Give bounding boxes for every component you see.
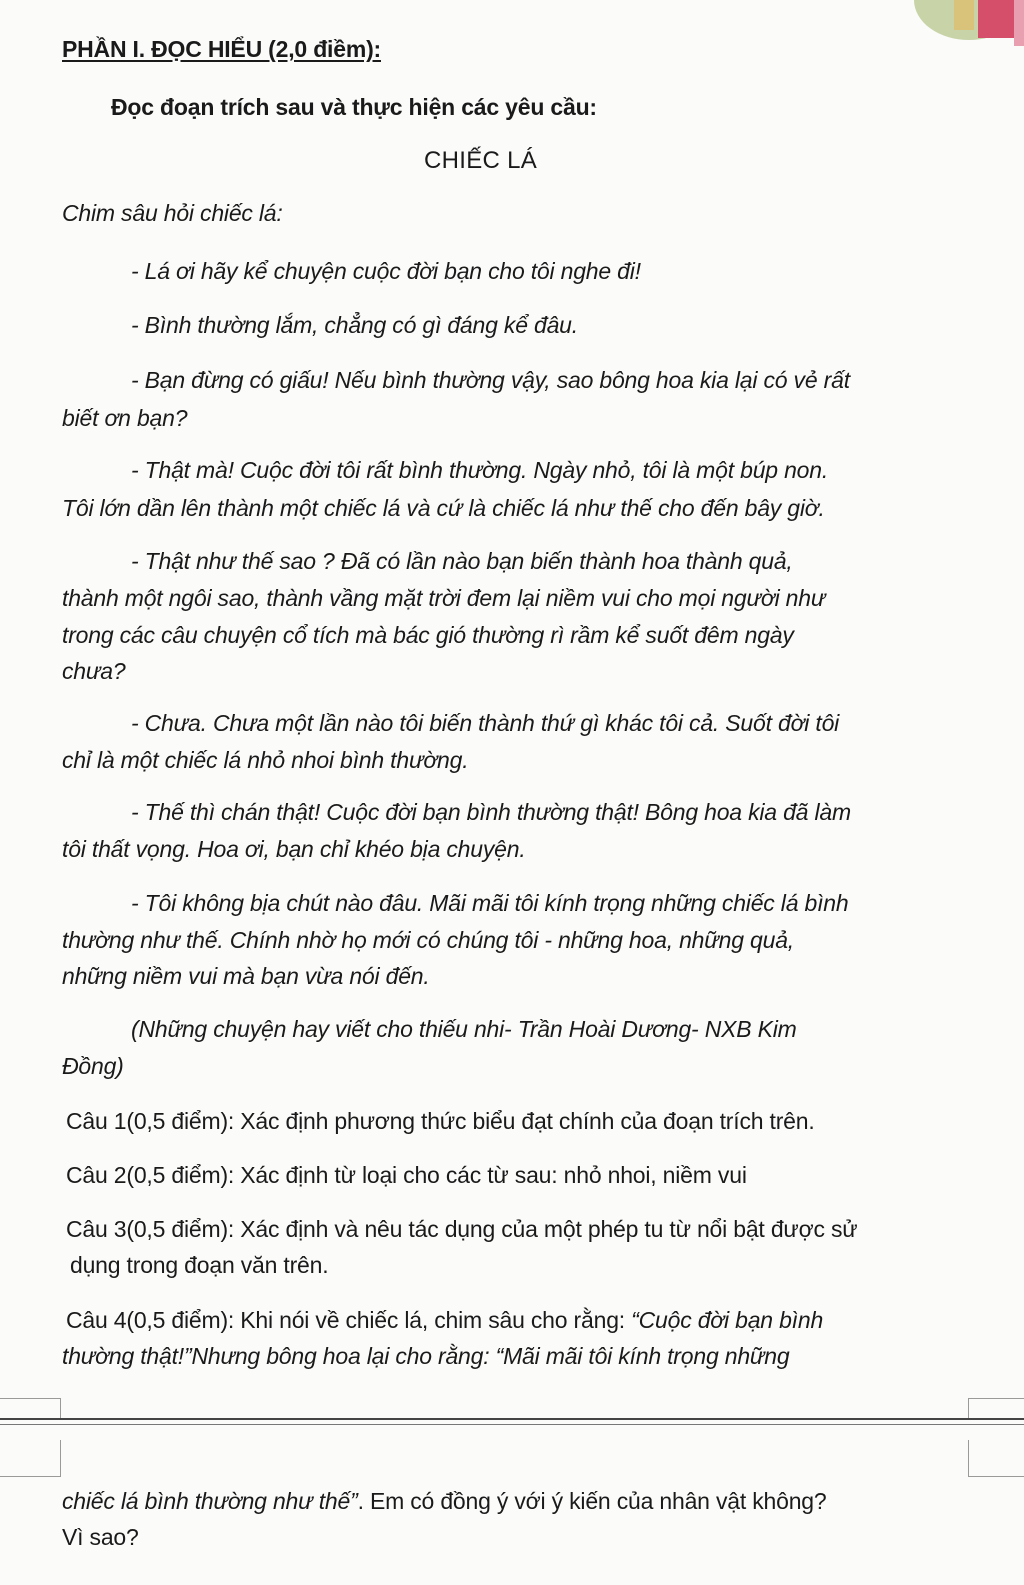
question-4-cont: thường thật!”Nhưng bông hoa lại cho rằng: “Mãi mãi tôi kính trọng những (62, 1343, 790, 1369)
question-1: Câu 1(0,5 điểm): Xác định phương thức biểu đạt chính của đoạn trích trên. (66, 1108, 815, 1134)
passage-line: thường như thế. Chính nhờ họ mới có chúng tôi - những hoa, những quả, (62, 927, 794, 953)
passage-intro: Chim sâu hỏi chiếc lá: (62, 200, 283, 226)
page-frame-mark (0, 1440, 61, 1477)
question-4-cont: chiếc lá bình thường như thế”. Em có đồng ý với ý kiến của nhân vật không? (62, 1488, 827, 1514)
question-4-cont: Vì sao? (62, 1524, 139, 1550)
passage-source: (Những chuyện hay viết cho thiếu nhi- Trần Hoài Dương- NXB Kim (131, 1016, 797, 1042)
passage-line: biết ơn bạn? (62, 405, 188, 431)
passage-line: - Lá ơi hãy kể chuyện cuộc đời bạn cho tôi nghe đi! (131, 258, 641, 284)
passage-line: thành một ngôi sao, thành vầng mặt trời đem lại niềm vui cho mọi người như (62, 585, 826, 611)
question-4: Câu 4(0,5 điểm): Khi nói về chiếc lá, chim sâu cho rằng: “Cuộc đời bạn bình (66, 1307, 824, 1333)
passage-line: - Tôi không bịa chút nào đâu. Mãi mãi tôi kính trọng những chiếc lá bình (131, 890, 849, 916)
section-heading: PHẦN I. ĐỌC HIỂU (2,0 điềm): (62, 36, 381, 62)
passage-line: - Thế thì chán thật! Cuộc đời bạn bình thường thật! Bông hoa kia đã làm (131, 799, 851, 825)
question-2: Câu 2(0,5 điểm): Xác định từ loại cho các từ sau: nhỏ nhoi, niềm vui (66, 1162, 747, 1188)
question-3-cont: dụng trong đoạn văn trên. (70, 1252, 329, 1278)
page-break-divider (0, 1418, 1024, 1425)
passage-line: tôi thất vọng. Hoa ơi, bạn chỉ khéo bịa chuyện. (62, 836, 526, 862)
passage-line: - Bình thường lắm, chẳng có gì đáng kể đâu. (131, 312, 578, 338)
passage-line: chưa? (62, 658, 126, 684)
corner-decoration-image (914, 0, 1024, 46)
passage-line: - Thật như thế sao ? Đã có lần nào bạn biến thành hoa thành quả, (131, 548, 793, 574)
passage-line: Tôi lớn dần lên thành một chiếc lá và cứ là chiếc lá như thế cho đến bây giờ. (62, 495, 825, 521)
question-3: Câu 3(0,5 điểm): Xác định và nêu tác dụng của một phép tu từ nổi bật được sử (66, 1216, 858, 1242)
passage-line: những niềm vui mà bạn vừa nói đến. (62, 963, 430, 989)
page-frame-mark (968, 1440, 1024, 1477)
passage-line: - Bạn đừng có giấu! Nếu bình thường vậy, sao bông hoa kia lại có vẻ rất (131, 367, 850, 393)
instruction: Đọc đoạn trích sau và thực hiện các yêu cầu: (111, 94, 597, 120)
passage-line: - Thật mà! Cuộc đời tôi rất bình thường. Ngày nhỏ, tôi là một búp non. (131, 457, 829, 483)
page-frame-mark (0, 1398, 61, 1419)
story-title: CHIẾC LÁ (424, 147, 538, 174)
page-frame-mark (968, 1398, 1024, 1419)
passage-source: Đồng) (62, 1053, 124, 1079)
passage-line: chỉ là một chiếc lá nhỏ nhoi bình thường. (62, 747, 469, 773)
passage-line: - Chưa. Chưa một lần nào tôi biến thành thứ gì khác tôi cả. Suốt đời tôi (131, 710, 840, 736)
passage-line: trong các câu chuyện cổ tích mà bác gió thường rì rầm kể suốt đêm ngày (62, 622, 794, 648)
